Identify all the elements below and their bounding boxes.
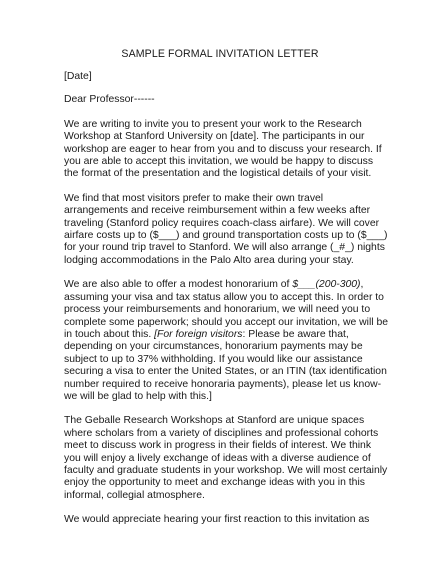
honorarium-text-c: , assuming your visa and tax status allow you to accept this. In order to process your reimbursements and honorarium, we will need you to complete some paperwork; should you accept our invitation, we will be in touch about this.: [64, 279, 389, 340]
paragraph-closing: We would appreciate hearing your first reaction to this invitation as: [64, 514, 370, 526]
honorarium-text-e: : Please be aware that, depending on your circumstances, honorarium payments may be subject to up to 37% withholding. If you would like our assistance securing a visa to enter the United States, or an ITIN (tax identification number required to receive honoraria payments), please let us know-we will be glad to help with this.]: [64, 328, 387, 402]
foreign-visitors-label: [For foreign visitors: [154, 328, 243, 340]
letter-date: [Date]: [64, 71, 92, 82]
paragraph-workshops: The Geballe Research Workshops at Stanford are unique spaces where scholars from a variety of disciplines and professional cohorts meet to discuss work in progress in their fields of interest. We think you will enjoy a lively exchange of ideas with a diverse audience of faculty and graduate students in your workshop. We will most certainly enjoy the opportunity to meet and exchange ideas with you in this informal, collegial atmosphere.: [64, 415, 388, 501]
letter-title: SAMPLE FORMAL INVITATION LETTER: [121, 48, 319, 60]
paragraph-travel: We find that most visitors prefer to make their own travel arrangements and receive reimbursement within a few weeks after traveling (Stanford policy requires coach-class airfare). We will cover airfare costs up to ($___) and ground transportation costs up to ($___) for your round trip travel to Stanford. We will also arrange (_#_) nights lodging accommodations in the Palo Alto area during your stay.: [64, 192, 388, 266]
paragraph-honorarium: [64, 279, 390, 403]
paragraph-invitation: We are writing to invite you to present your work to the Research Workshop at Stanford University on [date]. The participants in our workshop are eager to hear from you and to discuss your research. If you are able to accept this invitation, we would be happy to discuss the format of the presentation and the logistical details of your visit.: [64, 118, 382, 180]
honorarium-text-a: We are also able to offer a modest honorarium of: [64, 279, 293, 291]
honorarium-amount: $___(200-300): [292, 279, 361, 291]
letter-body: [64, 71, 390, 527]
letter-greeting: Dear Professor------: [64, 94, 155, 106]
